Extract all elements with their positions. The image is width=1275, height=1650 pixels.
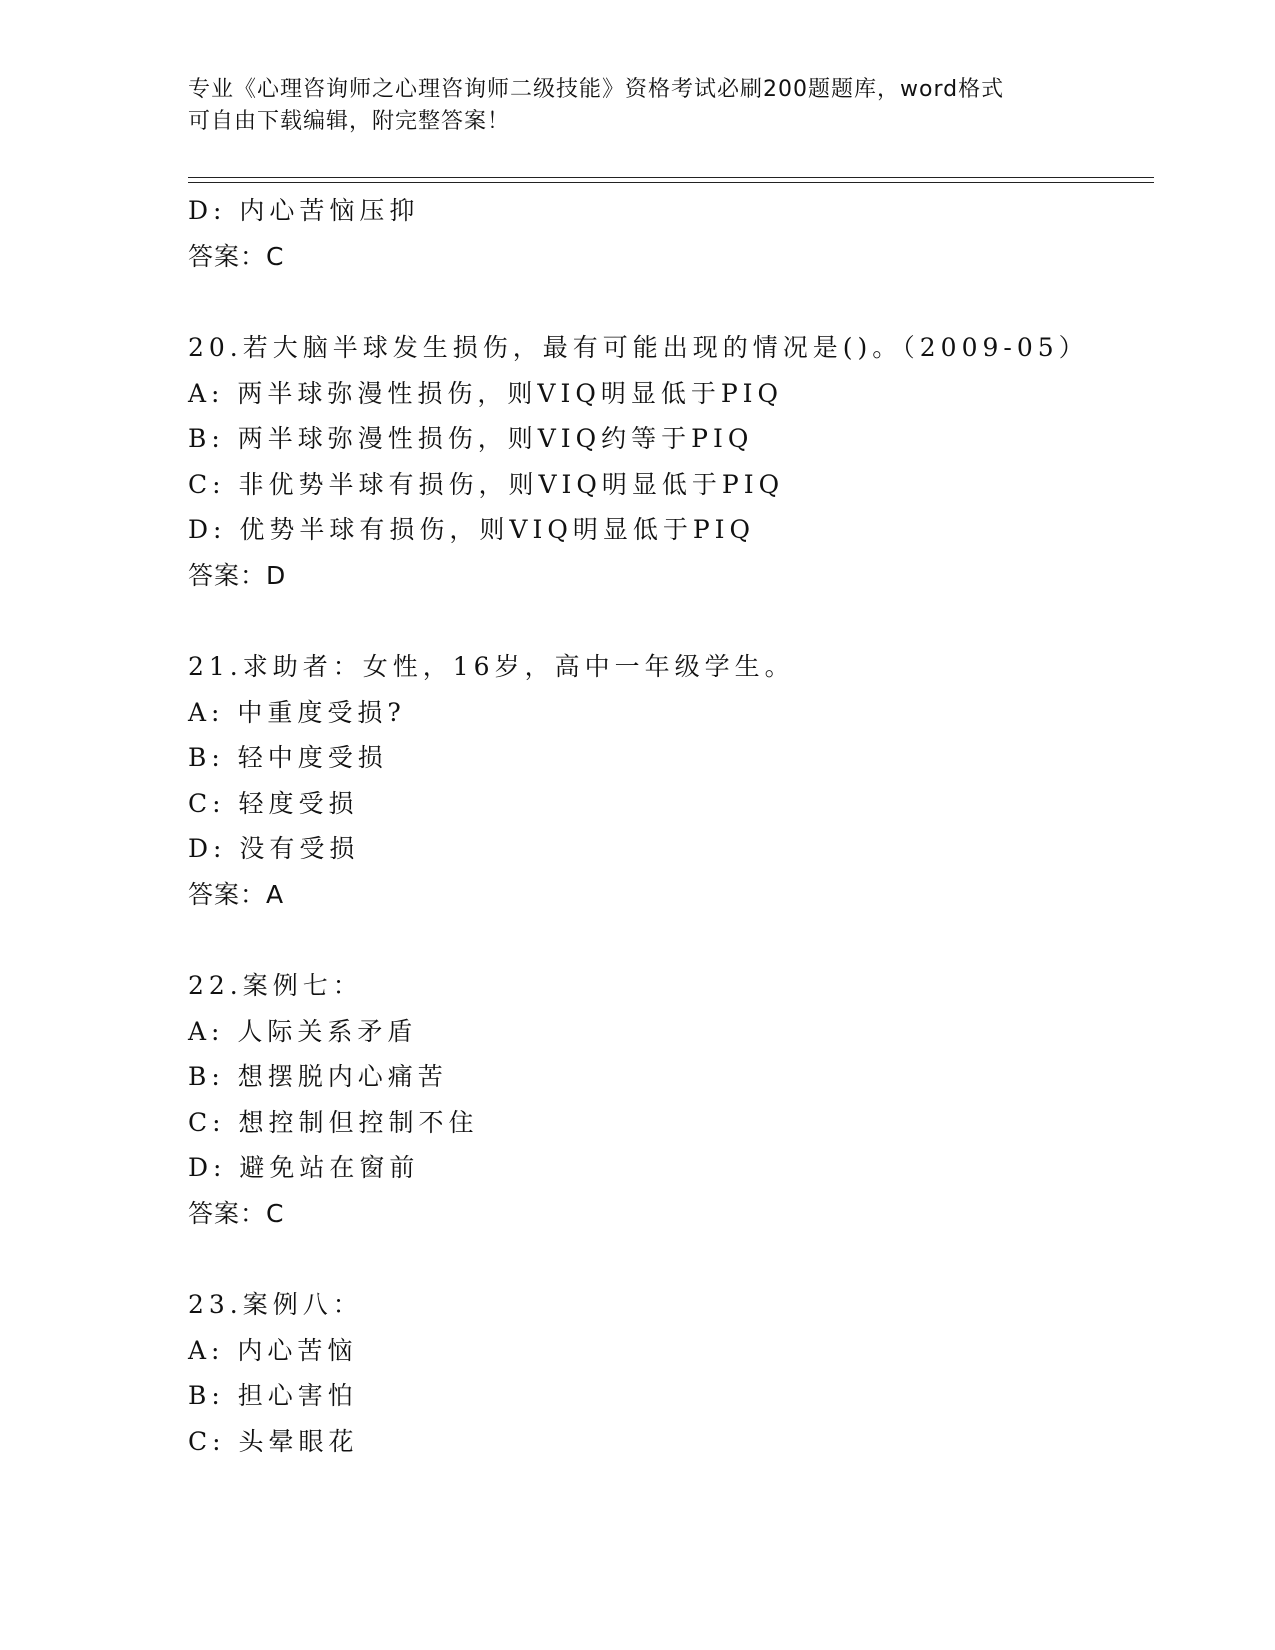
answer: 答案：A [188,879,285,909]
previous-question-tail [188,188,1154,279]
option-c: C: 头晕眼花 [188,1426,359,1456]
question-stem: 21.求助者：女性，16岁，高中一年级学生。 [188,652,795,681]
option-d: D: 内心苦恼压抑 [188,196,420,225]
option-d: D: 没有受损 [188,834,360,863]
option-a: A: 内心苦恼 [188,1335,358,1365]
option-b: B: 想摆脱内心痛苦 [188,1062,448,1091]
question-21 [188,644,1154,917]
question-23 [188,1282,1154,1464]
option-d: D: 避免站在窗前 [188,1153,420,1182]
question-stem: 22.案例七： [188,971,363,1000]
header-divider-top [188,177,1154,178]
answer: 答案：C [188,241,285,271]
question-22 [188,963,1154,1236]
option-d: D: 优势半球有损伤，则VIQ明显低于PIQ [188,515,756,544]
answer: 答案：D [188,560,287,590]
question-list [188,188,1154,1464]
option-a: A: 两半球弥漫性损伤，则VIQ明显低于PIQ [188,378,784,408]
header-line-2: 可自由下载编辑，附完整答案！ [188,109,511,134]
answer: 答案：C [188,1198,285,1228]
question-stem: 23.案例八： [188,1290,363,1319]
question-20 [188,325,1154,598]
option-c: C: 想控制但控制不住 [188,1107,479,1137]
option-c: C: 轻度受损 [188,788,359,818]
option-c: C: 非优势半球有损伤，则VIQ明显低于PIQ [188,469,785,499]
option-b: B: 两半球弥漫性损伤，则VIQ约等于PIQ [188,424,754,453]
option-a: A: 中重度受损? [188,697,406,727]
option-b: B: 轻中度受损 [188,743,388,772]
header-line-1: 专业《心理咨询师之心理咨询师二级技能》资格考试必刷200题题库，word格式 [188,77,1005,102]
option-b: B: 担心害怕 [188,1381,358,1410]
option-a: A: 人际关系矛盾 [188,1016,418,1046]
document-header [188,74,1088,138]
question-stem: 20.若大脑半球发生损伤，最有可能出现的情况是()。（2009-05） [188,333,1089,362]
header-divider-bottom [188,182,1154,183]
